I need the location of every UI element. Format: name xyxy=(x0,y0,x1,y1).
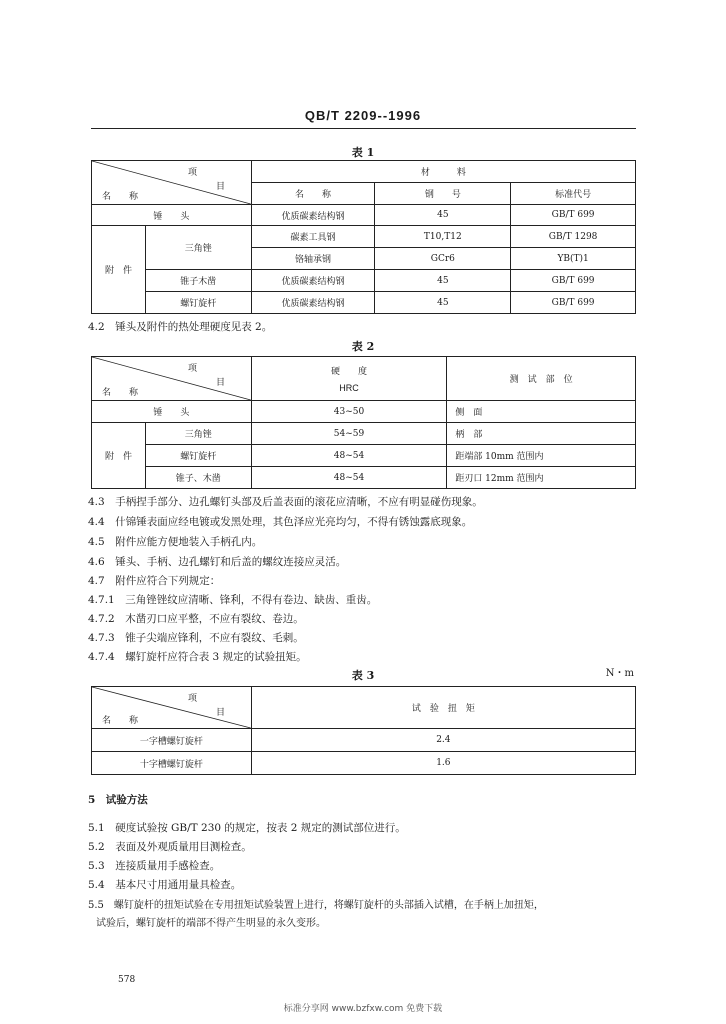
para-4-5: 4.5 附件应能方便地装入手柄孔内。 xyxy=(88,536,263,548)
table-row: 铬轴承钢 GCr6 YB(T)1 xyxy=(92,248,636,270)
hardness-header: 硬 度 HRC xyxy=(251,357,447,401)
para-4-2: 4.2 锤头及附件的热处理硬度见表 2。 xyxy=(88,321,273,333)
para-4-7-2: 4.7.2 木凿刃口应平整，不应有裂纹、卷边。 xyxy=(88,613,304,625)
table-row: 附 件 三角锉 54~59 柄 部 xyxy=(92,423,636,445)
col-grade: 钢 号 xyxy=(375,183,511,205)
table-row: 附 件 三角锉 碳素工具钢 T10,T12 GB/T 1298 xyxy=(92,226,636,248)
col-std: 标准代号 xyxy=(511,183,636,205)
table1-corner xyxy=(92,161,252,205)
table1-caption: 表 1 xyxy=(351,146,375,159)
table-row: 十字槽螺钉旋杆 1.6 xyxy=(92,752,636,775)
group-label: 附 件 xyxy=(92,226,146,314)
para-4-6: 4.6 锤头、手柄、边孔螺钉和后盖的螺纹连接应灵活。 xyxy=(88,556,347,568)
table3-caption: 表 3 xyxy=(351,669,375,682)
table3-unit: N・m xyxy=(605,668,634,679)
corner-item: 项 xyxy=(188,168,198,178)
para-5-5-cont: 试验后，螺钉旋杆的端部不得产生明显的永久变形。 xyxy=(96,918,326,929)
table3 xyxy=(91,686,636,775)
table-row: 螺钉旋杆 48~54 距端部 10mm 范围内 xyxy=(92,445,636,467)
para-4-3: 4.3 手柄捏手部分、边孔螺钉头部及后盖表面的滚花应清晰，不应有明显碰伤现象。 xyxy=(88,496,483,508)
para-4-7: 4.7 附件应符合下列规定： xyxy=(88,575,221,587)
table-row: 锥子、木凿 48~54 距刃口 12mm 范围内 xyxy=(92,467,636,489)
para-5-1: 5.1 硬度试验按 GB/T 230 的规定，按表 2 规定的测试部位进行。 xyxy=(88,822,406,834)
test-torque-header: 试 验 扭 矩 xyxy=(251,687,635,729)
page-number: 578 xyxy=(118,975,136,985)
table3-corner: 项 目 名 称 xyxy=(92,687,252,729)
para-5-2: 5.2 表面及外观质量用目测检查。 xyxy=(88,841,252,853)
table-row: 螺钉旋杆 优质碳素结构钢 45 GB/T 699 xyxy=(92,292,636,314)
corner-mu: 目 xyxy=(216,182,226,192)
table2 xyxy=(91,356,636,489)
table1-material-header: 材 料 xyxy=(251,161,635,183)
para-5-3: 5.3 连接质量用手感检查。 xyxy=(88,860,221,872)
para-5-5: 5.5 螺钉旋杆的扭矩试验在专用扭矩试验装置上进行，将螺钉旋杆的头部插入试槽，在手柄上加扭矩， xyxy=(88,900,544,911)
table-row: 锥子木凿 优质碳素结构钢 45 GB/T 699 xyxy=(92,270,636,292)
col-name: 名 称 xyxy=(251,183,375,205)
corner-name: 名 称 xyxy=(102,192,139,202)
standard-header: QB/T 2209--1996 xyxy=(304,108,422,123)
para-4-4: 4.4 什锦锤表面应经电镀或发黑处理，其色泽应光亮均匀，不得有锈蚀露底现象。 xyxy=(88,516,473,528)
table2-corner: 项 目 名 称 xyxy=(92,357,252,401)
test-position-header: 测 试 部 位 xyxy=(447,357,636,401)
section-5-title: 5 试验方法 xyxy=(88,794,148,806)
table2-caption: 表 2 xyxy=(351,340,375,353)
table1 xyxy=(91,160,636,314)
header-rule xyxy=(91,128,636,129)
table-row: 锤 头 43~50 侧 面 xyxy=(92,401,636,423)
para-4-7-1: 4.7.1 三角锉锉纹应清晰、锋利，不得有卷边、缺齿、重齿。 xyxy=(88,594,378,606)
table-row: 一字槽螺钉旋杆 2.4 xyxy=(92,729,636,752)
table-row: 锤 头 优质碳素结构钢 45 GB/T 699 xyxy=(92,205,636,226)
footer-watermark: 标准分享网 www.bzfxw.com 免费下载 xyxy=(283,1004,443,1014)
para-5-4: 5.4 基本尺寸用通用量具检查。 xyxy=(88,879,242,891)
para-4-7-3: 4.7.3 锥子尖端应锋利，不应有裂纹、毛刺。 xyxy=(88,632,304,644)
para-4-7-4: 4.7.4 螺钉旋杆应符合表 3 规定的试验扭矩。 xyxy=(88,651,307,663)
